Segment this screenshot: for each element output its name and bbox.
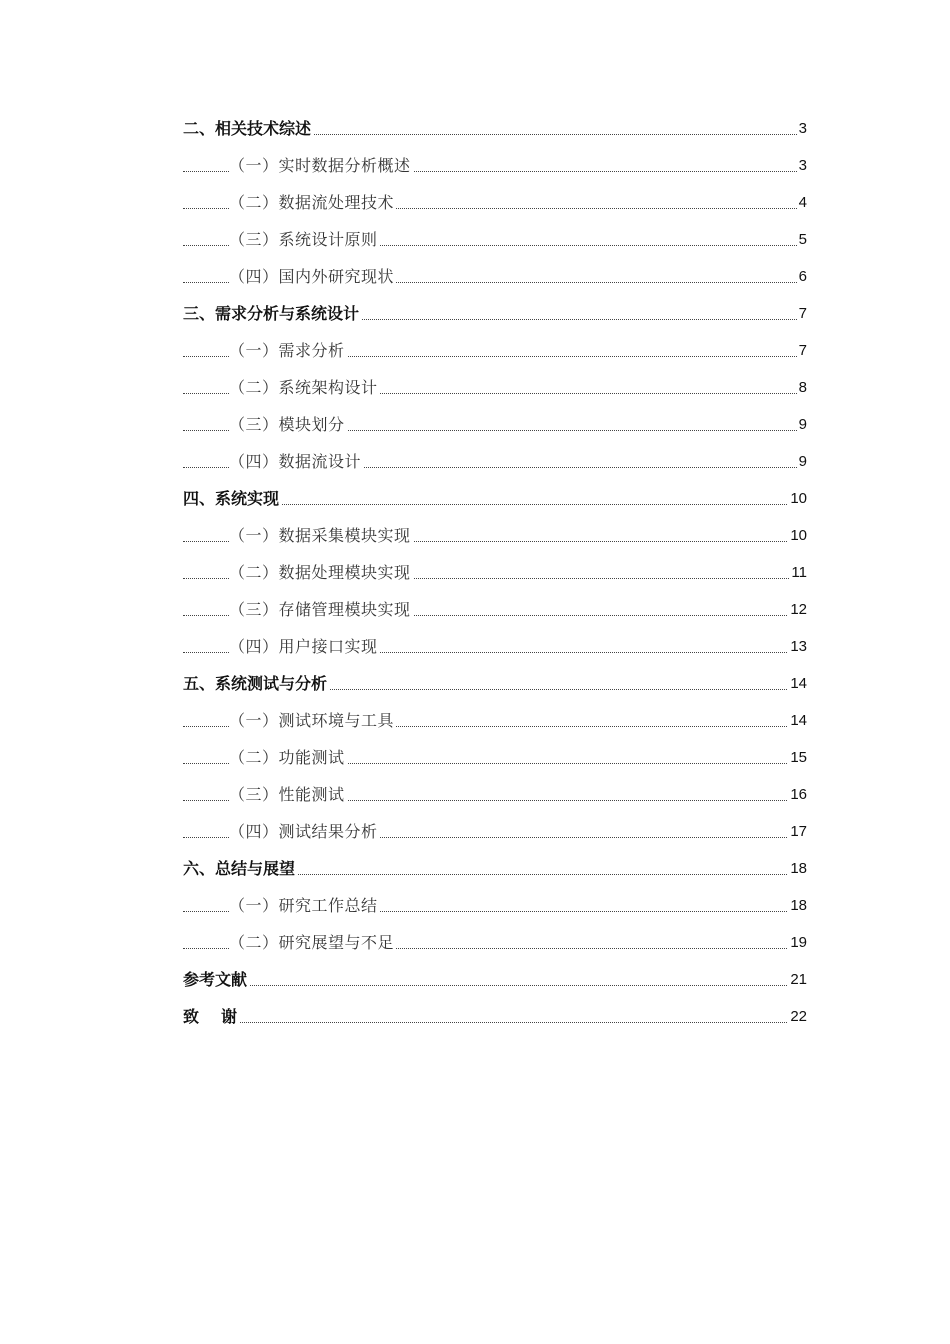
toc-entry-page: 3 — [797, 110, 807, 147]
toc-entry-title: （三）系统设计原则 — [229, 230, 378, 249]
dot-leader — [183, 1022, 807, 1023]
toc-entry-section[interactable] — [183, 702, 807, 739]
toc-entry-section[interactable] — [183, 628, 807, 665]
toc-entry-title: （四）国内外研究现状 — [229, 267, 395, 286]
toc-entry-page: 18 — [788, 887, 807, 924]
toc-entry-title: （四）用户接口实现 — [229, 637, 378, 656]
toc-entry-title: 三、需求分析与系统设计 — [183, 304, 360, 323]
toc-entry-section[interactable] — [183, 517, 807, 554]
toc-entry-section[interactable] — [183, 443, 807, 480]
toc-entry-title: （一）测试环境与工具 — [229, 711, 395, 730]
thanks-char-1: 致 — [183, 1007, 200, 1026]
table-of-contents — [183, 110, 807, 1035]
toc-entry-page: 11 — [789, 554, 807, 591]
toc-entry-section[interactable] — [183, 369, 807, 406]
toc-entry-section[interactable] — [183, 221, 807, 258]
toc-entry-title: （四）数据流设计 — [229, 452, 362, 471]
toc-entry-section[interactable] — [183, 924, 807, 961]
dot-leader — [183, 985, 807, 986]
toc-entry-page: 9 — [797, 406, 807, 443]
toc-entry-page: 6 — [797, 258, 807, 295]
toc-entry-section[interactable] — [183, 776, 807, 813]
toc-entry-page: 18 — [788, 850, 807, 887]
toc-entry-title: 五、系统测试与分析 — [183, 674, 328, 693]
toc-entry-page: 3 — [797, 147, 807, 184]
toc-entry-page: 5 — [797, 221, 807, 258]
toc-entry-title: （一）数据采集模块实现 — [229, 526, 411, 545]
toc-entry-title: （二）数据处理模块实现 — [229, 563, 411, 582]
toc-entry-chapter-5[interactable] — [183, 665, 807, 702]
toc-entry-page: 7 — [797, 295, 807, 332]
toc-entry-section[interactable] — [183, 739, 807, 776]
toc-entry-chapter-4[interactable] — [183, 480, 807, 517]
toc-entry-section[interactable] — [183, 332, 807, 369]
toc-entry-page: 15 — [788, 739, 807, 776]
toc-entry-section[interactable] — [183, 554, 807, 591]
toc-entry-page: 7 — [797, 332, 807, 369]
toc-entry-section[interactable] — [183, 184, 807, 221]
toc-entry-page: 14 — [788, 702, 807, 739]
toc-entry-page: 21 — [788, 961, 807, 998]
toc-entry-title: （四）测试结果分析 — [229, 822, 378, 841]
toc-entry-page: 12 — [788, 591, 807, 628]
toc-entry-section[interactable] — [183, 406, 807, 443]
toc-entry-page: 8 — [797, 369, 807, 406]
toc-entry-page: 13 — [788, 628, 807, 665]
toc-entry-page: 16 — [788, 776, 807, 813]
thanks-char-2: 谢 — [221, 1007, 238, 1026]
toc-entry-title: （一）需求分析 — [229, 341, 345, 360]
toc-entry-title: 六、总结与展望 — [183, 859, 296, 878]
toc-entry-title: （二）功能测试 — [229, 748, 345, 767]
toc-entry-section[interactable] — [183, 258, 807, 295]
toc-entry-page: 17 — [788, 813, 807, 850]
toc-entry-title: （一）实时数据分析概述 — [229, 156, 411, 175]
toc-entry-page: 10 — [788, 517, 807, 554]
toc-entry-title — [183, 1007, 239, 1026]
toc-entry-chapter-6[interactable] — [183, 850, 807, 887]
toc-entry-title: （二）数据流处理技术 — [229, 193, 395, 212]
toc-entry-page: 10 — [788, 480, 807, 517]
toc-entry-title: （三）模块划分 — [229, 415, 345, 434]
toc-entry-section[interactable] — [183, 887, 807, 924]
toc-entry-page: 9 — [797, 443, 807, 480]
toc-entry-page: 4 — [797, 184, 807, 221]
toc-entry-page: 19 — [788, 924, 807, 961]
toc-entry-page: 22 — [788, 998, 807, 1035]
toc-entry-title: （三）性能测试 — [229, 785, 345, 804]
toc-entry-page: 14 — [788, 665, 807, 702]
toc-entry-title: 四、系统实现 — [183, 489, 280, 508]
toc-entry-section[interactable] — [183, 813, 807, 850]
toc-entry-chapter-3[interactable] — [183, 295, 807, 332]
toc-entry-title: 参考文献 — [183, 970, 248, 989]
toc-entry-title: （二）系统架构设计 — [229, 378, 378, 397]
toc-entry-title: （三）存储管理模块实现 — [229, 600, 411, 619]
toc-entry-references[interactable] — [183, 961, 807, 998]
toc-entry-chapter-2[interactable] — [183, 110, 807, 147]
toc-entry-section[interactable] — [183, 591, 807, 628]
toc-entry-title: （一）研究工作总结 — [229, 896, 378, 915]
toc-entry-section[interactable] — [183, 147, 807, 184]
toc-entry-title: （二）研究展望与不足 — [229, 933, 395, 952]
toc-entry-title: 二、相关技术综述 — [183, 119, 312, 138]
toc-entry-acknowledgements[interactable] — [183, 998, 807, 1035]
